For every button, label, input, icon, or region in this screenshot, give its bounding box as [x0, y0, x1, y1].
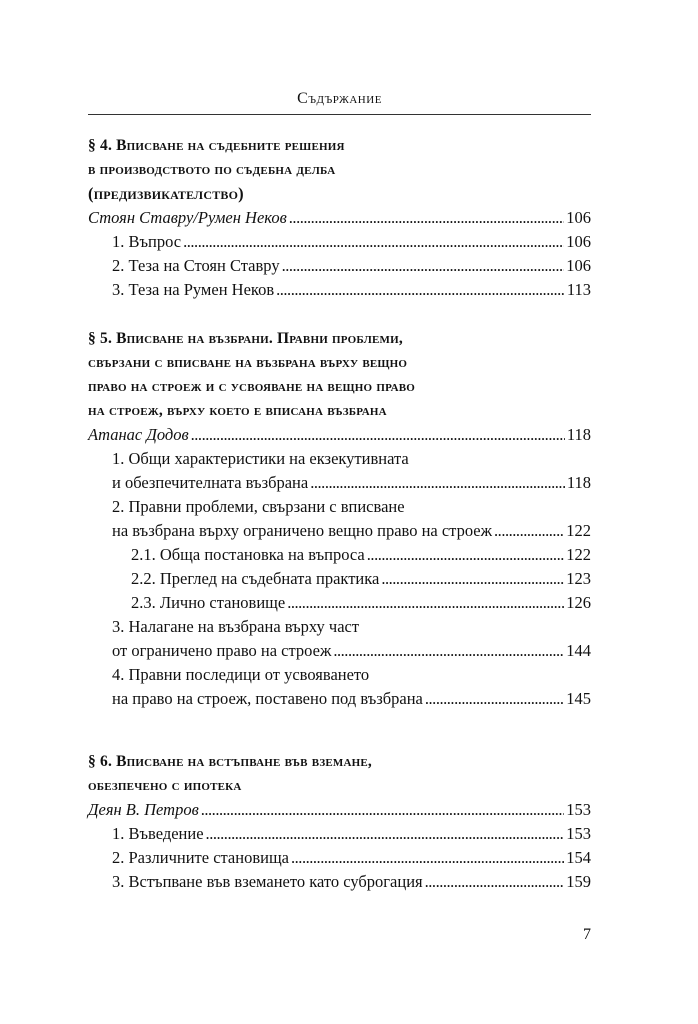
page-ref: 153: [566, 800, 591, 819]
author-entry[interactable]: [88, 798, 591, 822]
dot-leader: [289, 206, 564, 230]
toc-subentry[interactable]: [88, 567, 591, 591]
entry-label: 2.2. Преглед на съдебната практика: [131, 569, 380, 588]
heading-line: обезпечено с ипотека: [88, 777, 242, 794]
section-heading: [88, 134, 591, 206]
page-ref: 123: [566, 569, 591, 588]
toc-entry[interactable]: [88, 663, 591, 711]
section-4: [88, 134, 591, 302]
dot-leader: [287, 591, 564, 615]
toc-entry[interactable]: [88, 846, 591, 870]
dot-leader: [367, 543, 564, 567]
page-ref: 154: [566, 848, 591, 867]
section-heading: [88, 750, 591, 798]
dot-leader: [381, 567, 564, 591]
page-ref: 106: [566, 232, 591, 251]
running-head: Съдържание: [297, 90, 382, 107]
dot-leader: [191, 423, 565, 447]
toc-entry[interactable]: [88, 870, 591, 894]
page-ref: 144: [566, 641, 591, 660]
dot-leader: [183, 230, 564, 254]
dot-leader: [291, 846, 564, 870]
toc-subentry[interactable]: [88, 543, 591, 567]
entry-label: 1. Въпрос: [112, 232, 182, 251]
author-entry[interactable]: [88, 423, 591, 447]
toc-entry[interactable]: [88, 254, 591, 278]
toc-entry[interactable]: [88, 447, 591, 495]
dot-leader: [310, 471, 565, 495]
page-ref: 126: [566, 593, 591, 612]
entry-label: 2. Различните становища: [112, 848, 289, 867]
toc-entry[interactable]: [88, 278, 591, 302]
dot-leader: [425, 687, 564, 711]
page-ref: 106: [566, 208, 591, 227]
page-ref: 145: [566, 689, 591, 708]
page-ref: 118: [566, 473, 591, 492]
heading-line: на строеж, върху което е вписана възбрана: [88, 402, 387, 419]
entry-label: на възбрана върху ограничено вещно право на строеж: [112, 521, 493, 540]
heading-line: (предизвикателство): [88, 184, 244, 203]
page-ref: 118: [566, 425, 591, 444]
dot-leader: [206, 822, 565, 846]
page-ref: 122: [566, 545, 591, 564]
page-number: 7: [583, 926, 591, 943]
header-rule: [88, 114, 591, 115]
page-ref: 122: [566, 521, 591, 540]
entry-label-line: 3. Налагане на възбрана върху част: [112, 617, 360, 636]
entry-label: на право на строеж, поставено под възбрана: [112, 689, 423, 708]
dot-leader: [425, 870, 565, 894]
toc-entry[interactable]: [88, 822, 591, 846]
page-ref: 153: [566, 824, 591, 843]
dot-leader: [276, 278, 565, 302]
entry-label: от ограничено право на строеж: [112, 641, 332, 660]
entry-label: 3. Встъпване във вземането като суброгация: [112, 872, 423, 891]
author-name: Атанас Додов: [88, 425, 189, 444]
entry-label-line: 1. Общи характеристики на екзекутивната: [112, 449, 409, 468]
entry-label: 1. Въведение: [112, 824, 204, 843]
section-6: [88, 750, 591, 894]
page-ref: 113: [566, 280, 591, 299]
heading-line: право на строеж и с усвояване на вещно право: [88, 378, 416, 395]
author-name: Стоян Ставру/Румен Неков: [88, 208, 287, 227]
heading-line: § 4. Вписване на съдебните решения: [88, 137, 345, 154]
author-entry[interactable]: [88, 206, 591, 230]
section-heading: [88, 327, 591, 423]
dot-leader: [494, 519, 564, 543]
section-5: [88, 327, 591, 711]
heading-line: § 5. Вписване на възбрани. Правни проблеми,: [88, 330, 403, 347]
toc-subentry[interactable]: [88, 591, 591, 615]
toc-entry[interactable]: [88, 615, 591, 663]
toc-entry[interactable]: [88, 495, 591, 543]
dot-leader: [282, 254, 565, 278]
entry-label-line: 2. Правни проблеми, свързани с вписване: [112, 497, 405, 516]
entry-label: 2. Теза на Стоян Ставру: [112, 256, 280, 275]
toc-entry[interactable]: [88, 230, 591, 254]
entry-label: 2.3. Лично становище: [131, 593, 286, 612]
entry-label: и обезпечителната възбрана: [112, 473, 309, 492]
entry-label: 3. Теза на Румен Неков: [112, 280, 275, 299]
page-ref: 106: [566, 256, 591, 275]
dot-leader: [333, 639, 564, 663]
author-name: Деян В. Петров: [88, 800, 199, 819]
heading-line: свързани с вписване на възбрана върху вещно: [88, 354, 408, 371]
dot-leader: [201, 798, 565, 822]
heading-line: в производството по съдебна делба: [88, 161, 336, 178]
entry-label: 2.1. Обща постановка на въпроса: [131, 545, 365, 564]
heading-line: § 6. Вписване на встъпване във вземане,: [88, 753, 372, 770]
entry-label-line: 4. Правни последици от усвояването: [112, 665, 370, 684]
page-ref: 159: [566, 872, 591, 891]
